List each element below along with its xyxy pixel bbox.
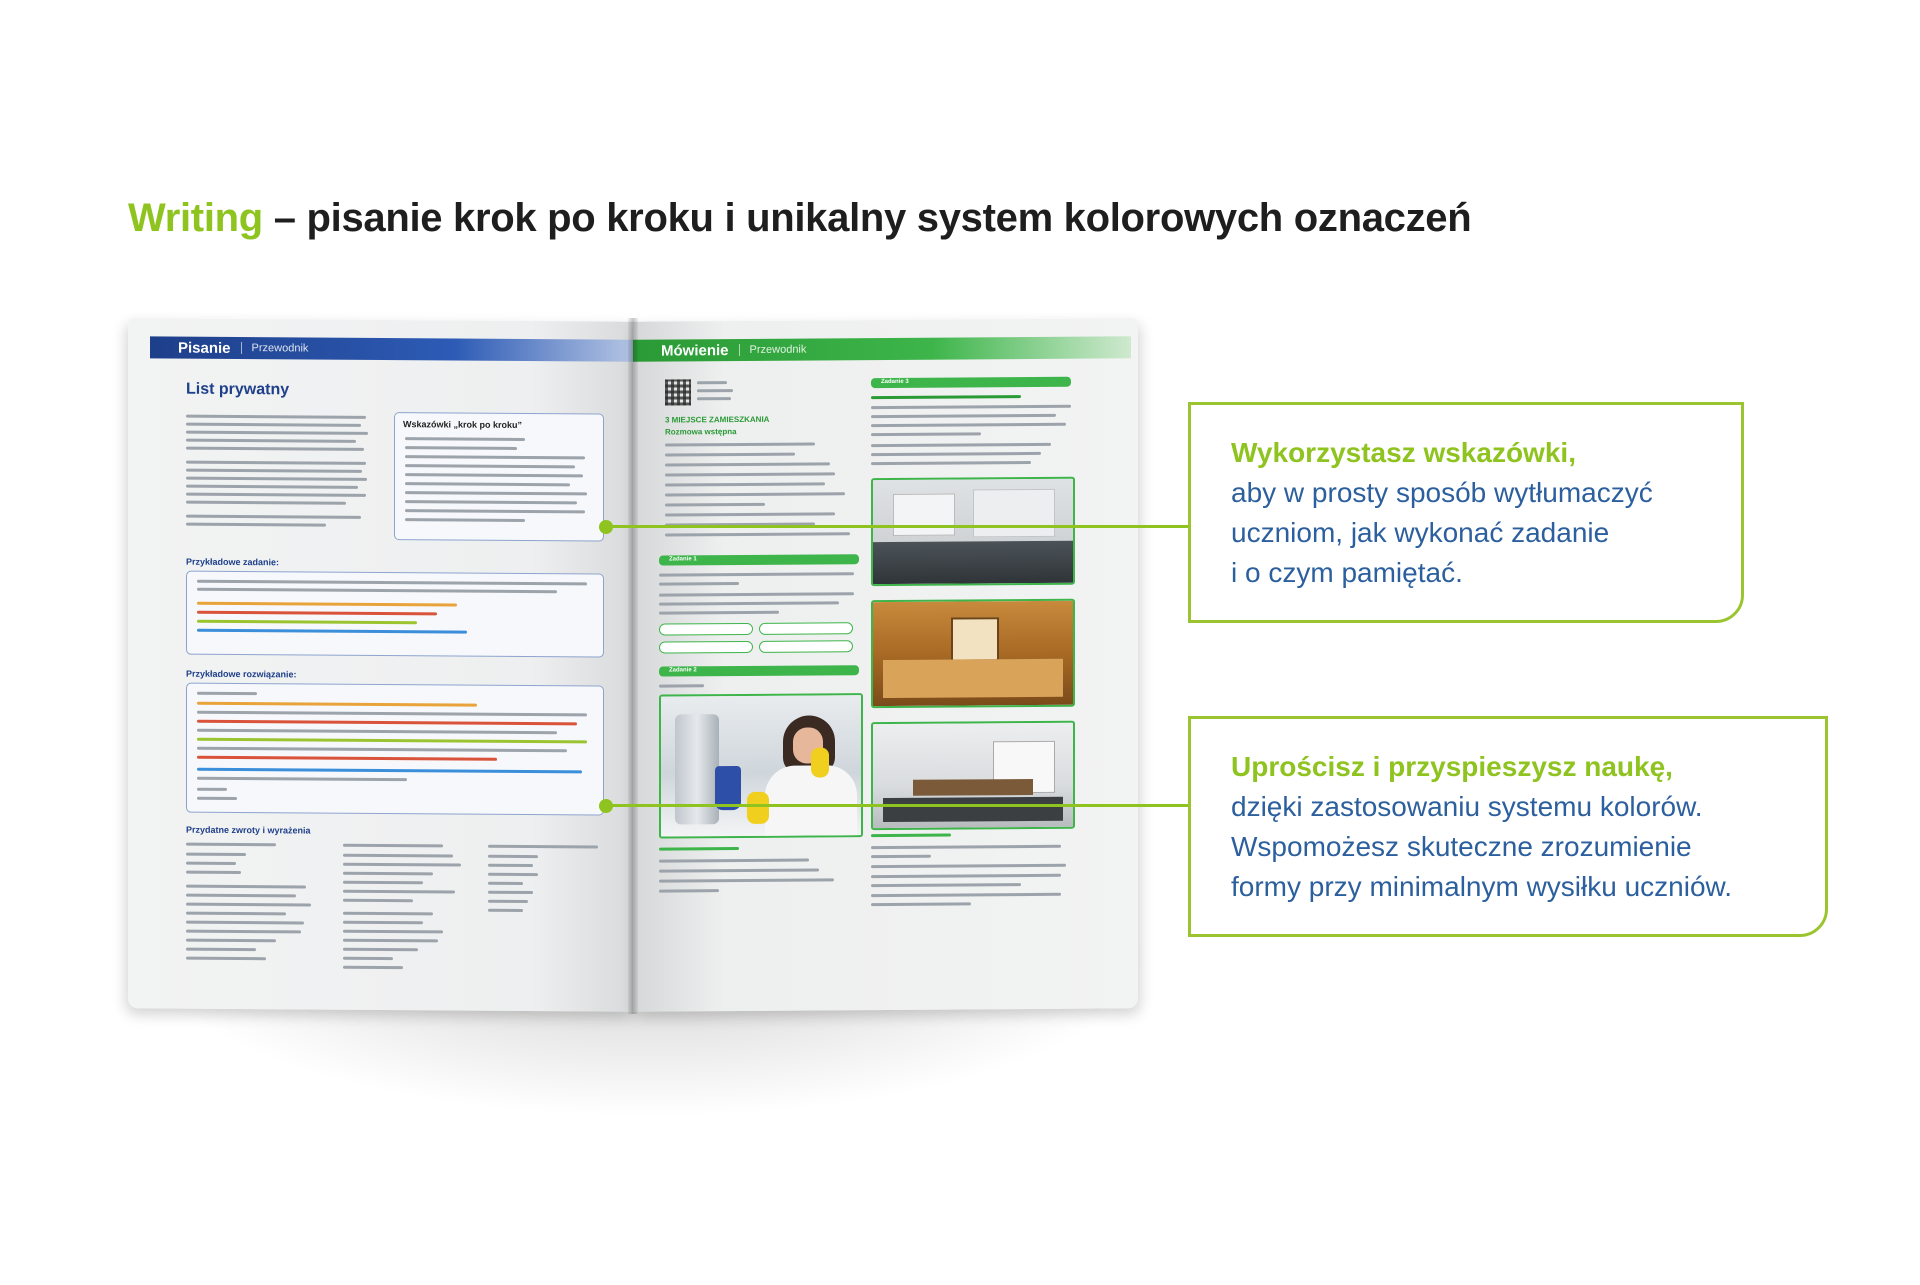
left-section-title: Pisanie	[178, 339, 231, 357]
photo-kitchen-1	[871, 477, 1075, 586]
phrases-heading: Przydatne zwroty i wyrażenia	[186, 824, 311, 836]
heading-accent: Writing	[128, 196, 263, 240]
task1-label: Zadanie 1	[669, 556, 697, 563]
callout1-line2: aby w prosty sposób wytłumaczyć	[1231, 477, 1653, 508]
left-page-title: List prywatny	[186, 380, 290, 399]
photo-kitchen-2	[871, 599, 1075, 708]
right-section-sub: Przewodnik	[739, 344, 807, 356]
callout-colors	[1188, 716, 1828, 937]
qr-code-icon	[665, 379, 691, 405]
photo-plumbing	[659, 693, 863, 838]
callout1-line3: uczniom, jak wykonać zadanie	[1231, 517, 1610, 548]
solution-heading: Przykładowe rozwiązanie:	[186, 668, 297, 680]
connector-line-1	[606, 525, 1190, 528]
task-box	[186, 571, 604, 658]
right-page-header	[633, 336, 1131, 361]
callout1-line4: i o czym pamiętać.	[1231, 557, 1463, 588]
callout2-line1: Uprościsz i przyspieszysz naukę,	[1231, 751, 1673, 782]
tips-box	[394, 412, 604, 541]
tips-title: Wskazówki „krok po kroku”	[403, 419, 523, 430]
task3-label: Zadanie 3	[881, 378, 909, 386]
subtopic-heading: Rozmowa wstępna	[665, 427, 737, 437]
solution-box	[186, 683, 604, 816]
book-spine	[628, 318, 638, 1014]
callout2-line4: formy przy minimalnym wysiłku uczniów.	[1231, 871, 1732, 902]
task-heading: Przykładowe zadanie:	[186, 556, 280, 568]
left-page-header	[150, 336, 633, 362]
callout2-line3: Wspomożesz skuteczne zrozumienie	[1231, 831, 1692, 862]
page-heading	[128, 196, 1471, 241]
right-section-title: Mówienie	[661, 341, 729, 360]
callout-hints	[1188, 402, 1744, 623]
heading-rest: – pisanie krok po kroku i unikalny system kolorowych oznaczeń	[262, 196, 1472, 240]
left-section-sub: Przewodnik	[241, 342, 309, 354]
photo-kitchen-3	[871, 721, 1075, 830]
book-left-page	[128, 318, 633, 1012]
callout1-line1: Wykorzystasz wskazówki,	[1231, 437, 1576, 468]
task2-label: Zadanie 2	[669, 667, 697, 674]
connector-line-2	[606, 804, 1190, 807]
callout2-line2: dzięki zastosowaniu systemu kolorów.	[1231, 791, 1703, 822]
topic-heading: 3 MIEJSCE ZAMIESZKANIA	[665, 414, 770, 425]
book-right-page	[633, 318, 1138, 1012]
